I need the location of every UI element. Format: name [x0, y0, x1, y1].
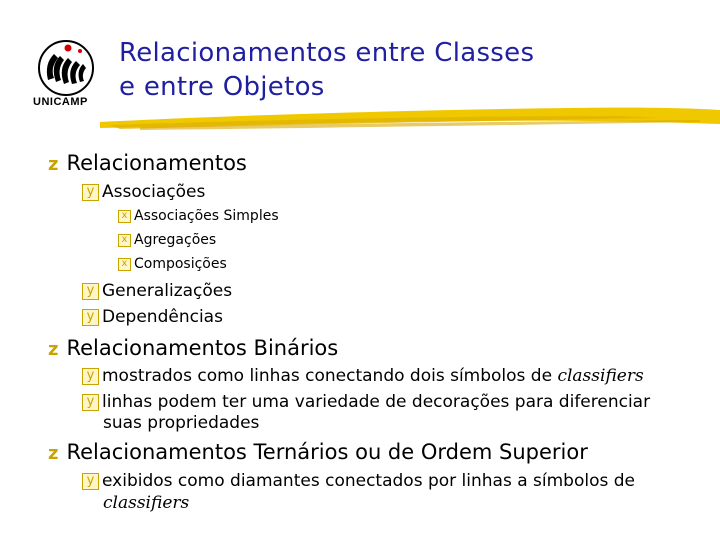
bullet-x-icon: x	[118, 258, 131, 271]
yellow-brush-stroke	[100, 100, 720, 140]
outline-item-2-2	[82, 392, 650, 412]
classifiers-term: classifiers	[557, 366, 644, 386]
outline-item-1-1-text: Associações	[102, 182, 206, 202]
bullet-y-icon: y	[82, 309, 99, 326]
outline-item-1-2-text: Generalizações	[102, 281, 233, 301]
outline-item-3	[48, 440, 588, 464]
outline-item-3-1	[82, 471, 635, 491]
title-line-1: Relacionamentos entre Classes	[119, 38, 535, 68]
outline-item-1-1-3	[118, 256, 227, 272]
bullet-z-icon: z	[48, 339, 59, 360]
outline-item-1-1-1-text: Associações Simples	[134, 208, 279, 224]
outline-item-1-text: Relacionamentos	[66, 151, 247, 175]
outline-item-2-2-text: linhas podem ter uma variedade de decorações para diferenciar	[102, 392, 651, 412]
outline-item-1-1-3-text: Composições	[134, 256, 227, 272]
bullet-y-icon: y	[82, 368, 99, 385]
bullet-y-icon: y	[82, 473, 99, 490]
bullet-y-icon: y	[82, 184, 99, 201]
outline-item-2	[48, 336, 338, 360]
bullet-z-icon: z	[48, 154, 59, 175]
outline-item-1-1-1	[118, 208, 279, 224]
outline-item-3-text: Relacionamentos Ternários ou de Ordem Superior	[66, 440, 588, 464]
outline-item-2-text: Relacionamentos Binários	[66, 336, 339, 360]
bullet-x-icon: x	[118, 210, 131, 223]
outline-item-1	[48, 151, 247, 175]
outline-item-1-2	[82, 281, 232, 301]
outline-item-2-2-cont: suas propriedades	[103, 413, 260, 433]
outline-item-1-1-2	[118, 232, 216, 248]
outline-item-1-1	[82, 182, 205, 202]
outline-item-3-1-text: exibidos como diamantes conectados por linhas a símbolos de	[102, 471, 636, 491]
logo-text: UNICAMP	[33, 96, 88, 108]
outline-item-2-1	[82, 366, 644, 386]
bullet-z-icon: z	[48, 443, 59, 464]
bullet-y-icon: y	[82, 394, 99, 411]
outline-item-2-1-text: mostrados como linhas conectando dois símbolos de	[102, 366, 553, 386]
outline-item-1-3	[82, 307, 223, 327]
slide-title	[119, 36, 534, 104]
outline-item-1-3-text: Dependências	[102, 307, 223, 327]
classifiers-term: classifiers	[103, 493, 190, 513]
bullet-x-icon: x	[118, 234, 131, 247]
bullet-y-icon: y	[82, 283, 99, 300]
title-line-2: e entre Objetos	[119, 72, 325, 102]
outline-item-1-1-2-text: Agregações	[134, 232, 217, 248]
